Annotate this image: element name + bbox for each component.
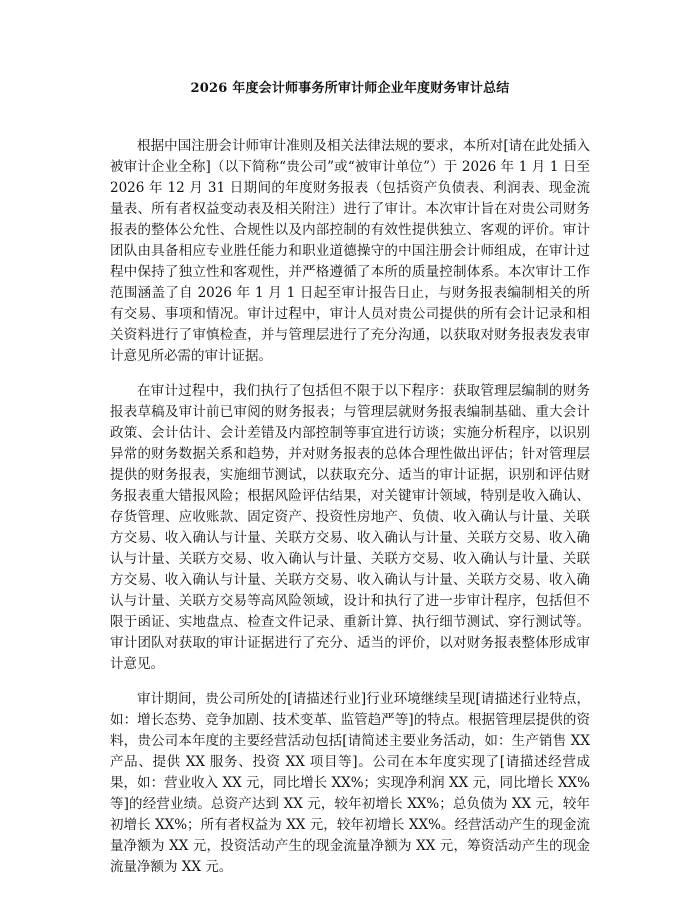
paragraph-audit-procedures: 在审计过程中，我们执行了包括但不限于以下程序：获取管理层编制的财务报表草稿及审计前已审阅的财务报表；与管理层就财务报表编制基础、重大会计政策、会计估计、会计差错及内部控制等事宜进行访谈；实施分析程序，以识别异常的财务数据关系和趋势，并对财务报表的总体合理性做出评估；针对管理层提供的财务报表，实施细节测试，以获取充分、适当的审计证据，识别和评估财务报表重大错报风险；根据风险评估结果，对关键审计领域，特别是收入确认、存货管理、应收账款、固定资产、投资性房地产、负债、收入确认与计量、关联方交易、收入确认与计量、关联方交易、收入确认与计量、关联方交易、收入确认与计量、关联方交易、收入确认与计量、关联方交易、收入确认与计量、关联方交易、收入确认与计量、关联方交易、收入确认与计量、关联方交易、收入确认与计量、关联方交易等高风险领域，设计和执行了进一步审计程序，包括但不限于函证、实地盘点、检查文件记录、重新计算、执行细节测试、穿行测试等。审计团队对获取的审计证据进行了充分、适当的评价，以对财务报表整体形成审计意见。 xyxy=(110,383,590,672)
paragraph-business-overview: 审计期间，贵公司所处的[请描述行业]行业环境继续呈现[请描述行业特点，如：增长态势、竞争加剧、技术变革、监管趋严等]的特点。根据管理层提供的资料，贵公司本年度的主要经营活动包括[请简述主要业务活动，如：生产销售 XX 产品、提供 XX 服务、投资 XX 项目等]。公司在本年度实现了[请描述经营成果，如：营业收入 XX 元，同比增长 XX%；实现净利润 XX 元，同比增长 XX%等]的经营业绩。总资产达到 XX 元，较年初增长 XX%；总负债为 XX 元，较年初增长 XX%；所有者权益为 XX 元，较年初增长 XX%。经营活动产生的现金流量净额为 XX 元，投资活动产生的现金流量净额为 XX 元，筹资活动产生的现金流量净额为 XX 元。 xyxy=(110,691,590,875)
document-title: 2026 年度会计师事务所审计师企业年度财务审计总结 xyxy=(190,81,510,96)
paragraph-audit-scope: 根据中国注册会计师审计准则及相关法律法规的要求，本所对[请在此处插入被审计企业全称]（以下简称“贵公司”或“被审计单位”）于 2026 年 1 月 1 日至 2026 年 12 月 31 日期间的年度财务报表（包括资产负债表、利润表、现金流量表、所有者权益变动表及相关附注）进行了审计。本次审计旨在对贵公司财务报表的整体公允性、合规性以及内部控制的有效性提供独立、客观的评价。审计团队由具备相应专业胜任能力和职业道德操守的中国注册会计师组成，在审计过程中保持了独立性和客观性，并严格遵循了本所的质量控制体系。本次审计工作范围涵盖了自 2026 年 1 月 1 日起至审计报告日止，与财务报表编制相关的所有交易、事项和情况。审计过程中，审计人员对贵公司提供的所有会计记录和相关资料进行了审慎检查，并与管理层进行了充分沟通，以获取对财务报表发表审计意见所必需的审计证据。 xyxy=(110,138,590,364)
